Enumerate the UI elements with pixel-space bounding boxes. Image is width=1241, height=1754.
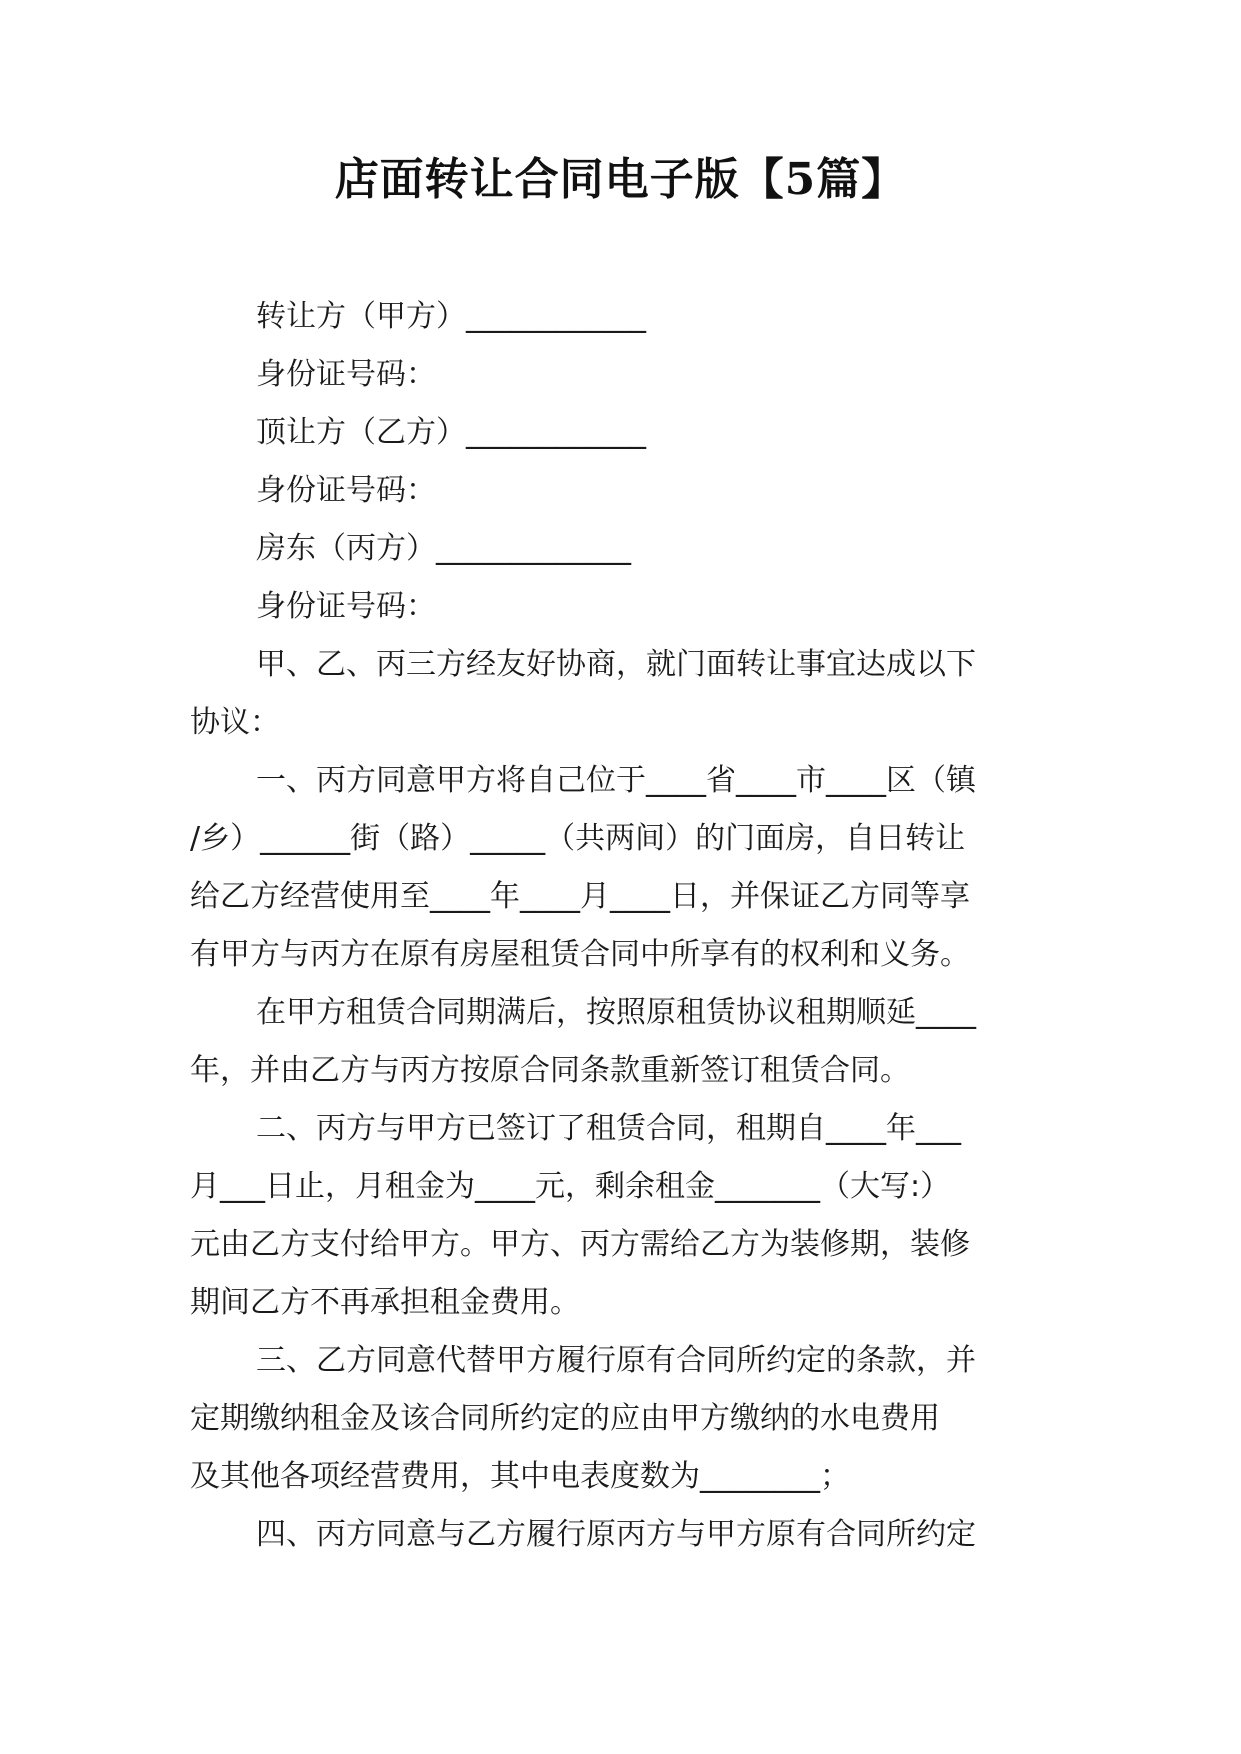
paragraph-line: 月___日止，月租金为____元，剩余租金_______（大写:） (190, 1169, 951, 1204)
paragraph-line: 在甲方租赁合同期满后，按照原租赁协议租期顺延____ (256, 995, 976, 1030)
paragraph-line: 期间乙方不再承担租金费用。 (190, 1285, 580, 1320)
party-a-line: 转让方（甲方）____________ (256, 299, 646, 334)
paragraph-line: 二、丙方与甲方已签订了租赁合同，租期自____年___ (256, 1111, 961, 1146)
paragraph-line: 给乙方经营使用至____年____月____日，并保证乙方同等享 (190, 879, 970, 914)
paragraph-line: 元由乙方支付给甲方。甲方、丙方需给乙方为装修期，装修 (190, 1227, 970, 1262)
paragraph-line: 四、丙方同意与乙方履行原丙方与甲方原有合同所约定 (256, 1517, 976, 1552)
paragraph-line: 协议： (190, 705, 280, 740)
party-b-line: 顶让方（乙方）____________ (256, 415, 646, 450)
document-title: 店面转让合同电子版【5篇】 (334, 154, 907, 205)
document-body (190, 288, 1070, 1564)
party-c-id-line: 身份证号码： (256, 589, 436, 624)
party-c-line: 房东（丙方）_____________ (256, 531, 631, 566)
paragraph-line: 一、丙方同意甲方将自己位于____省____市____区（镇 (256, 763, 976, 798)
paragraph-line: 年，并由乙方与丙方按原合同条款重新签订租赁合同。 (190, 1053, 910, 1088)
party-b-id-line: 身份证号码： (256, 473, 436, 508)
party-a-id-line: 身份证号码： (256, 357, 436, 392)
paragraph-line: 三、乙方同意代替甲方履行原有合同所约定的条款，并 (256, 1343, 976, 1378)
paragraph-line: 甲、乙、丙三方经友好协商，就门面转让事宜达成以下 (256, 647, 976, 682)
paragraph-line: /乡）______街（路）_____（共两间）的门面房，自日转让 (190, 821, 966, 856)
paragraph-line: 有甲方与丙方在原有房屋租赁合同中所享有的权利和义务。 (190, 937, 970, 972)
paragraph-line: 及其他各项经营费用，其中电表度数为________； (190, 1459, 850, 1494)
paragraph-line: 定期缴纳租金及该合同所约定的应由甲方缴纳的水电费用 (190, 1401, 940, 1436)
